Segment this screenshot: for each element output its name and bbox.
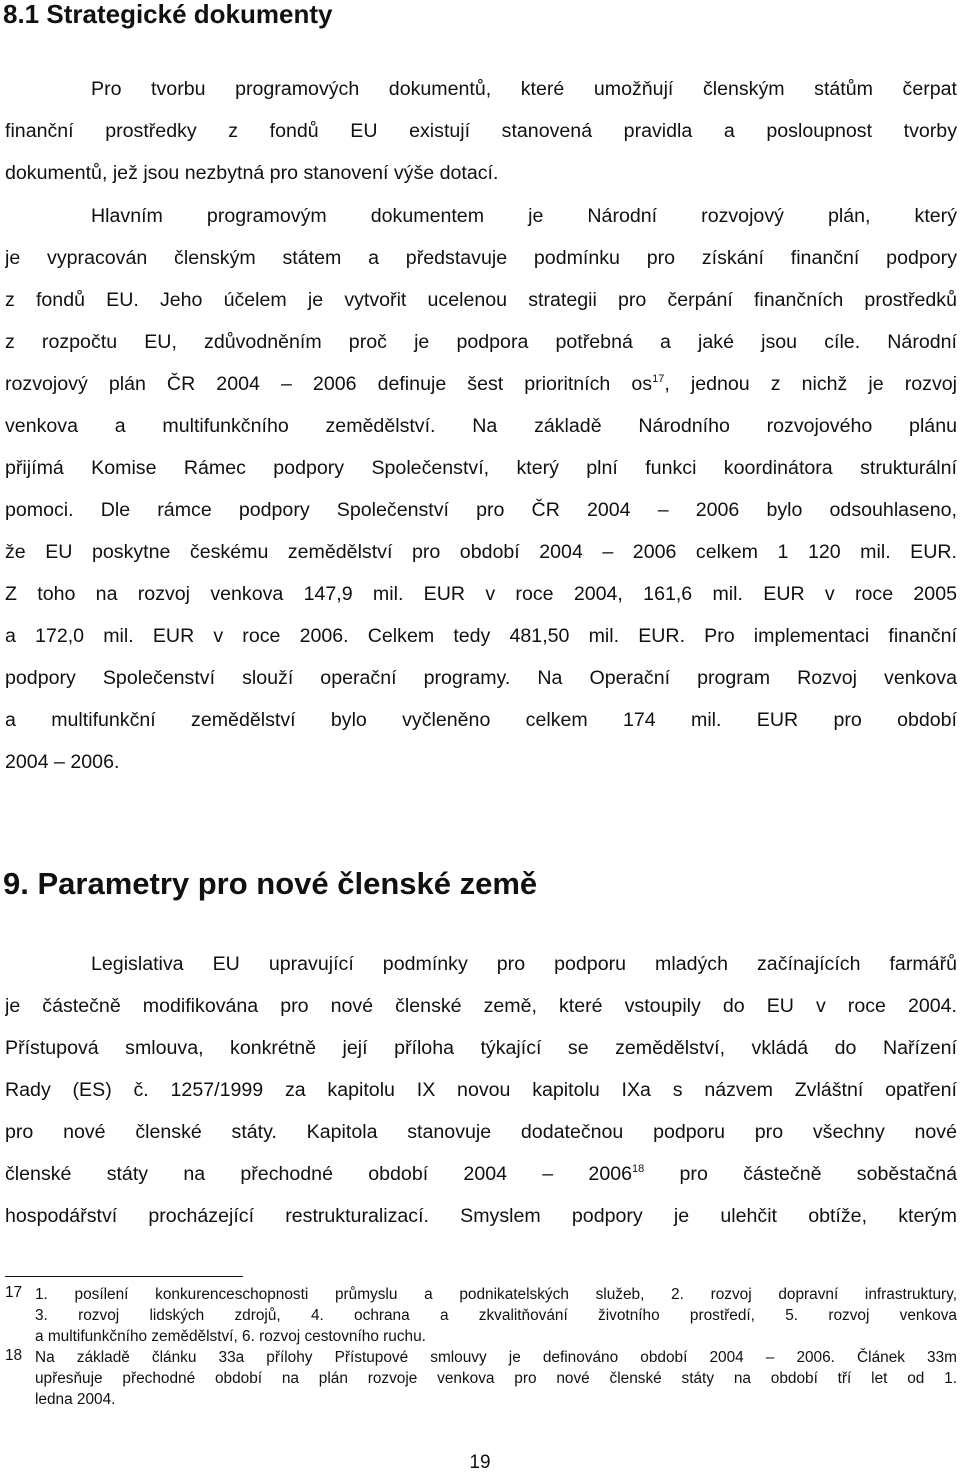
text-line: Rady (ES) č. 1257/1999 za kapitolu IX novou kapitolu IXa s názvem Zvláštní opatření <box>5 1079 957 1101</box>
section-heading: 8.1 Strategické dokumenty <box>3 0 333 29</box>
footnote-18 <box>5 1347 957 1410</box>
text-fragment: pro částečně soběstačná <box>644 1163 957 1185</box>
text-line: je vypracován členským státem a představuje podmínku pro získání finanční podpory <box>5 247 957 269</box>
footnote-line: 3. rozvoj lidských zdrojů, 4. ochrana a zkvalitňování životního prostředí, 5. rozvoj venkova <box>35 1307 957 1324</box>
footnote-line: 1. posílení konkurenceschopnosti průmyslu a podnikatelských služeb, 2. rozvoj dopravní infrastruktury, <box>35 1286 957 1303</box>
paragraph-2 <box>5 195 957 783</box>
footnote-line: ledna 2004. <box>35 1391 116 1408</box>
text-line: pomoci. Dle rámce podpory Společenství pro ČR 2004 – 2006 bylo odsouhlaseno, <box>5 499 957 521</box>
text-line-with-footnote <box>5 363 957 405</box>
text-line: že EU poskytne českému zemědělství pro období 2004 – 2006 celkem 1 120 mil. EUR. <box>5 541 957 563</box>
text-line: 2004 – 2006. <box>5 751 120 773</box>
text-line: Pro tvorbu programových dokumentů, které umožňují členským státům čerpat <box>91 78 957 100</box>
footnote-separator <box>5 1276 243 1277</box>
text-line: podpory Společenství slouží operační programy. Na Operační program Rozvoj venkova <box>5 667 957 689</box>
text-line: venkova a multifunkčního zemědělství. Na základě Národního rozvojového plánu <box>5 415 957 437</box>
text-line: z rozpočtu EU, zdůvodněním proč je podpora potřebná a jaké jsou cíle. Národní <box>5 331 957 353</box>
text-line: Legislativa EU upravující podmínky pro podporu mladých začínajících farmářů <box>91 953 957 975</box>
paragraph-3 <box>5 943 957 1237</box>
text-line-with-footnote <box>5 1153 957 1195</box>
text-line: přijímá Komise Rámec podpory Společenství, který plní funkci koordinátora strukturální <box>5 457 957 479</box>
text-line: finanční prostředky z fondů EU existují stanovená pravidla a posloupnost tvorby <box>5 120 957 142</box>
page-number: 19 <box>469 1452 491 1473</box>
text-fragment: , jednou z nichž je rozvoj <box>664 373 957 395</box>
text-line: z fondů EU. Jeho účelem je vytvořit ucelenou strategii pro čerpání finančních prostředků <box>5 289 957 311</box>
footnote-17 <box>5 1284 957 1347</box>
text-line: pro nové členské státy. Kapitola stanovuje dodatečnou podporu pro všechny nové <box>5 1121 957 1143</box>
text-line: je částečně modifikována pro nové členské země, které vstoupily do EU v roce 2004. <box>5 995 957 1017</box>
text-line: Z toho na rozvoj venkova 147,9 mil. EUR v roce 2004, 161,6 mil. EUR v roce 2005 <box>5 583 957 605</box>
footnote-line: Na základě článku 33a přílohy Přístupové smlouvy je definováno období 2004 – 2006. Článek 33m <box>35 1349 957 1366</box>
text-line: a multifunkční zemědělství bylo vyčleněno celkem 174 mil. EUR pro období <box>5 709 957 731</box>
footnote-ref-18[interactable]: 18 <box>632 1163 645 1175</box>
footnote-number: 18 <box>5 1347 23 1364</box>
text-line: Přístupová smlouva, konkrétně její příloha týkající se zemědělství, vkládá do Nařízení <box>5 1037 957 1059</box>
text-line: a 172,0 mil. EUR v roce 2006. Celkem tedy 481,50 mil. EUR. Pro implementaci finanční <box>5 625 957 647</box>
chapter-heading: 9. Parametry pro nové členské země <box>3 866 538 901</box>
text-line: hospodářství procházející restrukturalizací. Smyslem podpory je ulehčit obtíže, kterým <box>5 1205 957 1227</box>
text-line: Hlavním programovým dokumentem je Národní rozvojový plán, který <box>91 205 957 227</box>
text-fragment: členské státy na přechodné období 2004 – 2006 <box>5 1163 633 1185</box>
footnotes <box>5 1284 957 1410</box>
footnote-ref-17[interactable]: 17 <box>652 373 665 385</box>
text-line: dokumentů, jež jsou nezbytná pro stanovení výše dotací. <box>5 162 499 184</box>
footnote-line: upřesňuje přechodné období na plán rozvoje venkova pro nové členské státy na období tří let od 1. <box>35 1370 957 1387</box>
footnote-line: a multifunkčního zemědělství, 6. rozvoj cestovního ruchu. <box>35 1328 426 1345</box>
paragraph-1 <box>5 68 957 194</box>
footnote-number: 17 <box>5 1284 23 1301</box>
text-fragment: rozvojový plán ČR 2004 – 2006 definuje šest prioritních os <box>5 373 653 395</box>
